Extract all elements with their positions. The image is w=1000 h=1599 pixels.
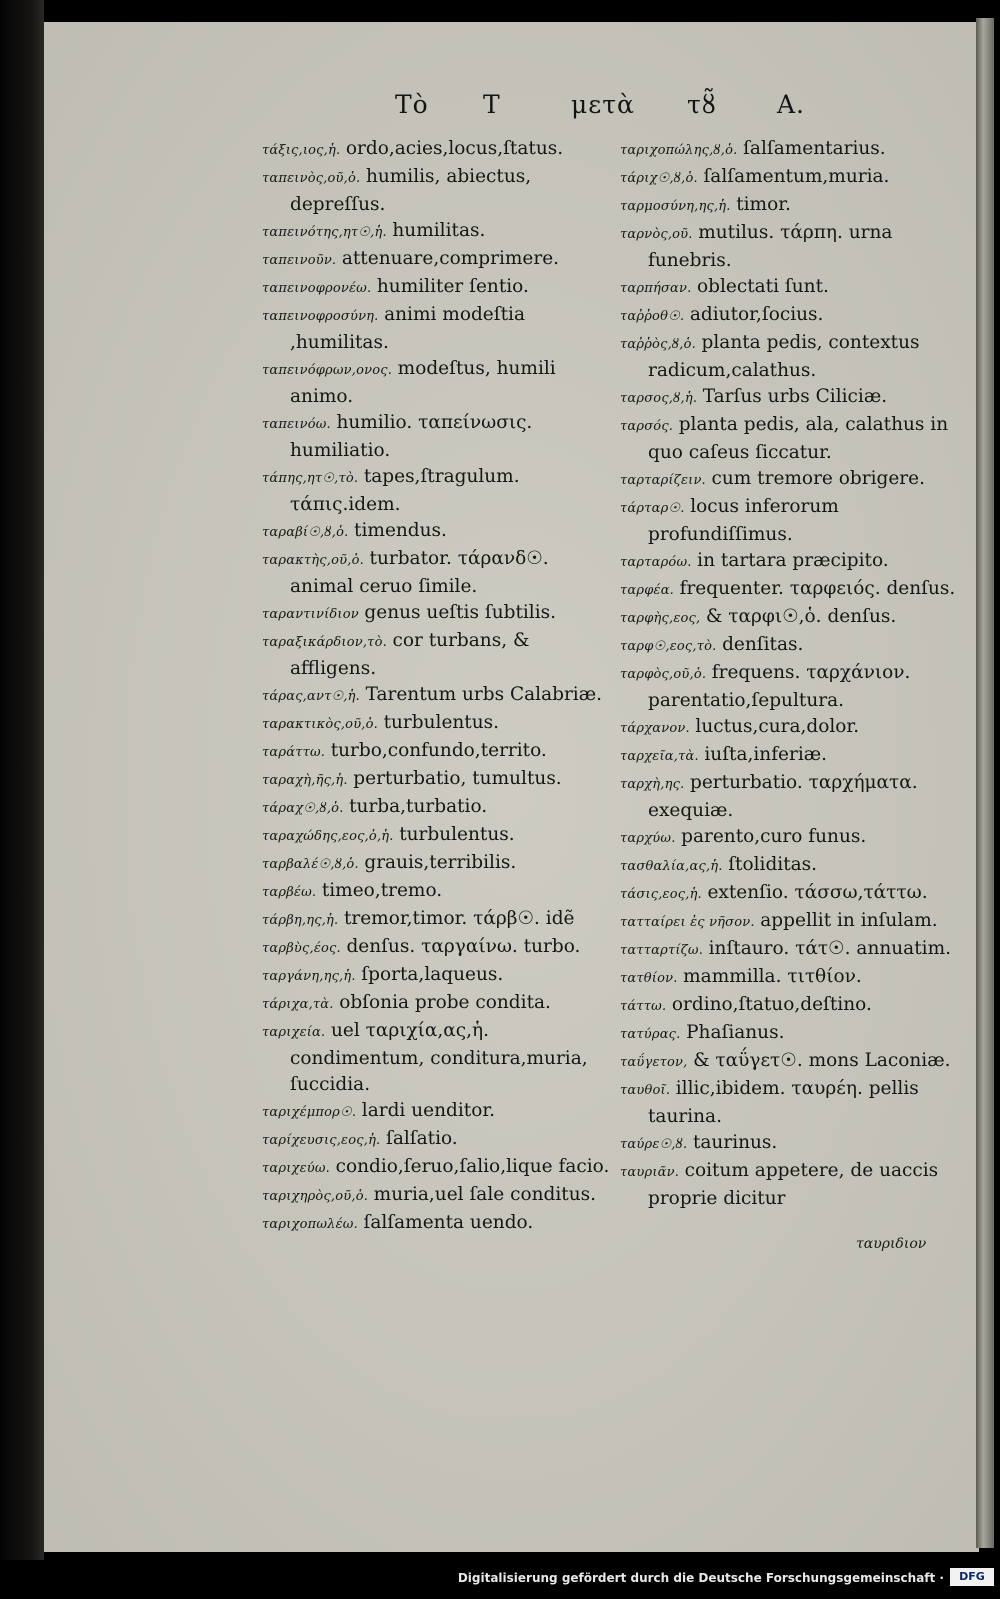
latin-definition: & ταΰγετ☉. mons Laconiæ. [693,1050,951,1071]
dictionary-entry [620,274,956,302]
greek-headword: τάξις,ιος,ἡ. [262,143,341,158]
dictionary-entry [620,660,956,714]
dictionary-entry [620,964,956,992]
header-part: Α. [777,90,806,119]
latin-definition: modeſtus, humili animo. [290,358,556,407]
greek-headword: τατύρας. [620,1027,681,1042]
catchword: ταυριδιον [856,1236,927,1252]
greek-headword: ταρίχευσις,εος,ἡ. [262,1133,381,1148]
latin-definition: muria,uel ſale conditus. [373,1184,596,1205]
greek-headword: ταρακτὴς,οῦ,ὁ. [262,553,364,568]
latin-definition: attenuare,comprimere. [341,248,560,269]
latin-definition: adiutor,ſocius. [689,304,824,325]
greek-headword: ταπεινὸς,οῦ,ὁ. [262,171,361,186]
greek-headword: τάρας,αντ☉,ἡ. [262,689,360,704]
latin-definition: uel ταριχία,ας,ἡ. condimentum, conditura,muria, ſuccidia. [290,1020,588,1095]
greek-headword: ταρφέα. [620,583,675,598]
dictionary-entry [620,330,956,384]
footer-bar [0,1564,1000,1599]
dictionary-entry [620,384,956,412]
greek-headword: τατταίρει ἐς νῆσον. [620,915,755,930]
latin-definition: humilis, abiectus, depreſſus. [290,166,532,215]
latin-definition: ſalſamenta uendo. [363,1212,534,1233]
latin-definition: grauis,terribilis. [364,852,517,873]
dictionary-entry [620,770,956,824]
dictionary-entry [620,880,956,908]
dictionary-entry [262,682,614,710]
dictionary-entry [620,192,956,220]
latin-definition: lardi uenditor. [361,1100,496,1121]
dictionary-entry [262,794,614,822]
dictionary-entry [620,714,956,742]
greek-headword: ταρμοσύνη,ης,ἡ. [620,199,731,214]
greek-headword: ταρσος,ȣ,ἡ. [620,391,698,406]
dictionary-entry [262,274,614,302]
greek-headword: τατθίον. [620,971,678,986]
right-column [620,136,956,1212]
greek-headword: ταραχώδης,εος,ὁ,ἡ. [262,829,394,844]
greek-headword: ταριχοπωλέω. [262,1217,358,1232]
dictionary-entry [620,548,956,576]
latin-definition: mammilla. τιτθίον. [683,966,862,987]
greek-headword: ταπεινοφροσύνη. [262,309,379,324]
greek-headword: ταρχεῖα,τὰ. [620,749,699,764]
greek-headword: ταριχέμπορ☉. [262,1105,357,1120]
greek-headword: ταριχηρὸς,οῦ,ὁ. [262,1189,369,1204]
greek-headword: ταπεινόω. [262,417,331,432]
greek-headword: ταραξικάρδιον,τὸ. [262,635,387,650]
latin-definition: cor turbans, & affligens. [290,630,530,679]
dictionary-entry [620,1020,956,1048]
latin-definition: illic,ibidem. ταυρέη. pellis taurina. [648,1078,919,1127]
dictionary-entry [262,934,614,962]
dictionary-entry [620,220,956,274]
dictionary-entry [620,412,956,466]
dictionary-entry [620,632,956,660]
latin-definition: planta pedis, contextus radicum,calathus. [648,332,920,381]
latin-definition: ſtoliditas. [728,854,818,875]
latin-definition: obſonia probe condita. [339,992,551,1013]
running-header [395,90,805,124]
latin-definition: in tartara præcipito. [697,550,889,571]
latin-definition: humiliter ſentio. [376,276,529,297]
latin-definition: ſalſamentarius. [743,138,886,159]
latin-definition: denſitas. [722,634,804,655]
dictionary-entry [620,1130,956,1158]
dictionary-entry [620,494,956,548]
latin-definition: locus inferorum profundiſſimus. [648,496,839,545]
page-edge [976,18,994,1548]
latin-definition: cum tremore obrigere. [711,468,925,489]
latin-definition: ſalſamentum,muria. [703,166,890,187]
dictionary-entry [262,302,614,356]
dfg-logo: DFG [950,1568,994,1586]
greek-headword: ταρταρίζειν. [620,473,706,488]
header-part: μετὰ [571,90,635,119]
latin-definition: frequens. ταρχάνιον. parentatio,ſepultura. [648,662,911,711]
greek-headword: ταρφ☉,εος,τὸ. [620,639,717,654]
dictionary-entry [262,410,614,464]
dictionary-entry [262,218,614,246]
greek-headword: ταραβί☉,ȣ,ὁ. [262,525,349,540]
latin-definition: turba,turbatio. [349,796,488,817]
dictionary-entry [262,878,614,906]
greek-headword: ταπεινοῦν. [262,253,337,268]
greek-headword: τάρταρ☉. [620,501,685,516]
greek-headword: ταριχεύω. [262,1161,330,1176]
latin-definition: iuſta,inferiæ. [704,744,828,765]
latin-definition: turbo,confundo,territo. [330,740,547,761]
greek-headword: ταραντινίδιον [262,607,359,622]
greek-headword: ταρσός. [620,419,674,434]
dictionary-entry [262,136,614,164]
dictionary-entry [262,990,614,1018]
latin-definition: turbator. τάρανδ☉. animal ceruo ſimile. [290,548,549,597]
dictionary-entry [620,1076,956,1130]
greek-headword: ταριχεία. [262,1025,326,1040]
latin-definition: timor. [736,194,791,215]
greek-headword: ταρχύω. [620,831,676,846]
greek-headword: ταραχὴ,ῆς,ἡ. [262,773,348,788]
greek-headword: ταπεινότης,ητ☉,ἡ. [262,225,387,240]
greek-headword: ταπεινοφρονέω. [262,281,372,296]
latin-definition: taurinus. [692,1132,778,1153]
latin-definition: Phaſianus. [686,1022,785,1043]
dictionary-entry [620,742,956,770]
latin-definition: coitum appetere, de uaccis proprie dicitur [648,1160,939,1209]
dictionary-entry [262,546,614,600]
latin-definition: perturbatio. ταρχήματα. exequiæ. [648,772,918,821]
dictionary-entry [262,1210,614,1238]
latin-definition: denſus. ταργαίνω. turbo. [346,936,581,957]
dictionary-entry [262,464,614,518]
dictionary-entry [620,466,956,494]
dictionary-entry [620,936,956,964]
latin-definition: ordo,acies,locus,ſtatus. [345,138,564,159]
dictionary-entry [262,1098,614,1126]
header-part: Τὸ [395,90,429,119]
latin-definition: & ταρφι☉,ὁ. denſus. [705,606,897,627]
greek-headword: ταριχοπώλης,ȣ,ὁ. [620,143,738,158]
greek-headword: ταργάνη,ης,ἡ. [262,969,356,984]
latin-definition: Tarentum urbs Calabriæ. [365,684,602,705]
latin-definition: tapes,ſtragulum. τάπις.idem. [290,466,520,515]
latin-definition: humilitas. [392,220,486,241]
latin-definition: Tarſus urbs Ciliciæ. [702,386,888,407]
greek-headword: τάραχ☉,ȣ,ὁ. [262,801,344,816]
greek-headword: ταρβὺς,έος. [262,941,341,956]
dictionary-entry [262,850,614,878]
greek-headword: ταῤῥοθ☉. [620,309,685,324]
greek-headword: ταπεινόφρων,ονος. [262,363,393,378]
greek-headword: τάπης,ητ☉,τὸ. [262,471,359,486]
dictionary-entry [262,246,614,274]
dictionary-entry [262,628,614,682]
dictionary-entry [262,356,614,410]
latin-definition: ſalſatio. [385,1128,458,1149]
latin-definition: timeo,tremo. [321,880,443,901]
dictionary-entry [620,1158,956,1212]
greek-headword: ταρβέω. [262,885,317,900]
greek-headword: ταυθοῖ. [620,1083,671,1098]
greek-headword: τάρβη,ης,ἡ. [262,913,339,928]
greek-headword: ταρπήσαν. [620,281,692,296]
latin-definition: turbulentus. [383,712,500,733]
dictionary-entry [262,600,614,628]
dictionary-entry [262,738,614,766]
latin-definition: ſporta,laqueus. [361,964,504,985]
left-column [262,136,614,1238]
dictionary-entry [620,908,956,936]
latin-definition: ordino,ſtatuo,deſtino. [671,994,872,1015]
footer-credit: Digitalisierung gefördert durch die Deutsche Forschungsgemeinschaft · [457,1571,944,1585]
dictionary-entry [620,136,956,164]
latin-definition: inſtauro. τάτ☉. annuatim. [708,938,951,959]
dictionary-entry [262,1126,614,1154]
greek-headword: ταυριᾶν. [620,1165,680,1180]
latin-definition: animi modeſtia ,humilitas. [290,304,525,353]
greek-headword: τατταρτίζω. [620,943,704,958]
greek-headword: ταρνὸς,οῦ. [620,227,693,242]
dictionary-entry [262,1182,614,1210]
latin-definition: tremor,timor. τάρβ☉. idẽ [343,908,575,929]
greek-headword: τάρχανον. [620,721,690,736]
greek-headword: ταρχὴ,ης. [620,777,685,792]
dictionary-entry [262,906,614,934]
latin-definition: planta pedis, ala, calathus in quo caſeus ſiccatur. [648,414,949,463]
book-spine [0,0,44,1560]
greek-headword: ταῤῥὸς,ȣ,ὁ. [620,337,696,352]
latin-definition: condio,ſeruo,ſalio,lique facio. [335,1156,610,1177]
dictionary-entry [620,576,956,604]
latin-definition: genus ueſtis ſubtilis. [364,602,557,623]
header-part: Τ [483,90,501,119]
latin-definition: extenſio. τάσσω,τάττω. [707,882,928,903]
latin-definition: humilio. ταπείνωσις. humiliatio. [290,412,533,461]
latin-definition: luctus,cura,dolor. [695,716,860,737]
greek-headword: τάριχα,τὰ. [262,997,334,1012]
latin-definition: perturbatio, tumultus. [353,768,562,789]
latin-definition: frequenter. ταρφειός. denſus. [679,578,956,599]
dictionary-entry [620,1048,956,1076]
greek-headword: ταρφὸς,οῦ,ὁ. [620,667,707,682]
greek-headword: τάττω. [620,999,667,1014]
greek-headword: ταρφὴς,εος, [620,611,701,626]
dictionary-entry [620,852,956,880]
dictionary-entry [262,766,614,794]
dictionary-entry [262,518,614,546]
dictionary-entry [620,824,956,852]
latin-definition: mutilus. τάρπη. urna funebris. [648,222,893,271]
dictionary-entry [262,1018,614,1098]
dictionary-entry [262,1154,614,1182]
greek-headword: ταράττω. [262,745,326,760]
dictionary-entry [620,302,956,330]
latin-definition: timendus. [354,520,447,541]
dictionary-entry [262,710,614,738]
greek-headword: ταύρε☉,ȣ. [620,1137,688,1152]
dictionary-entry [262,962,614,990]
dictionary-entry [620,164,956,192]
latin-definition: parento,curo funus. [681,826,867,847]
dictionary-entry [262,822,614,850]
dictionary-entry [262,164,614,218]
dictionary-entry [620,604,956,632]
latin-definition: appellit in inſulam. [760,910,938,931]
greek-headword: ταρταρόω. [620,555,692,570]
greek-headword: τάριχ☉,ȣ,ὁ. [620,171,698,186]
greek-headword: τάσις,εος,ἡ. [620,887,702,902]
greek-headword: ταΰγετον, [620,1055,688,1070]
greek-headword: ταρακτικὸς,οῦ,ὁ. [262,717,378,732]
greek-headword: τασθαλία,ας,ἡ. [620,859,723,874]
latin-definition: turbulentus. [399,824,515,845]
dictionary-entry [620,992,956,1020]
greek-headword: ταρβαλέ☉,ȣ,ὁ. [262,857,359,872]
header-part: τȣ̃ [687,90,717,119]
latin-definition: oblectati ſunt. [697,276,829,297]
